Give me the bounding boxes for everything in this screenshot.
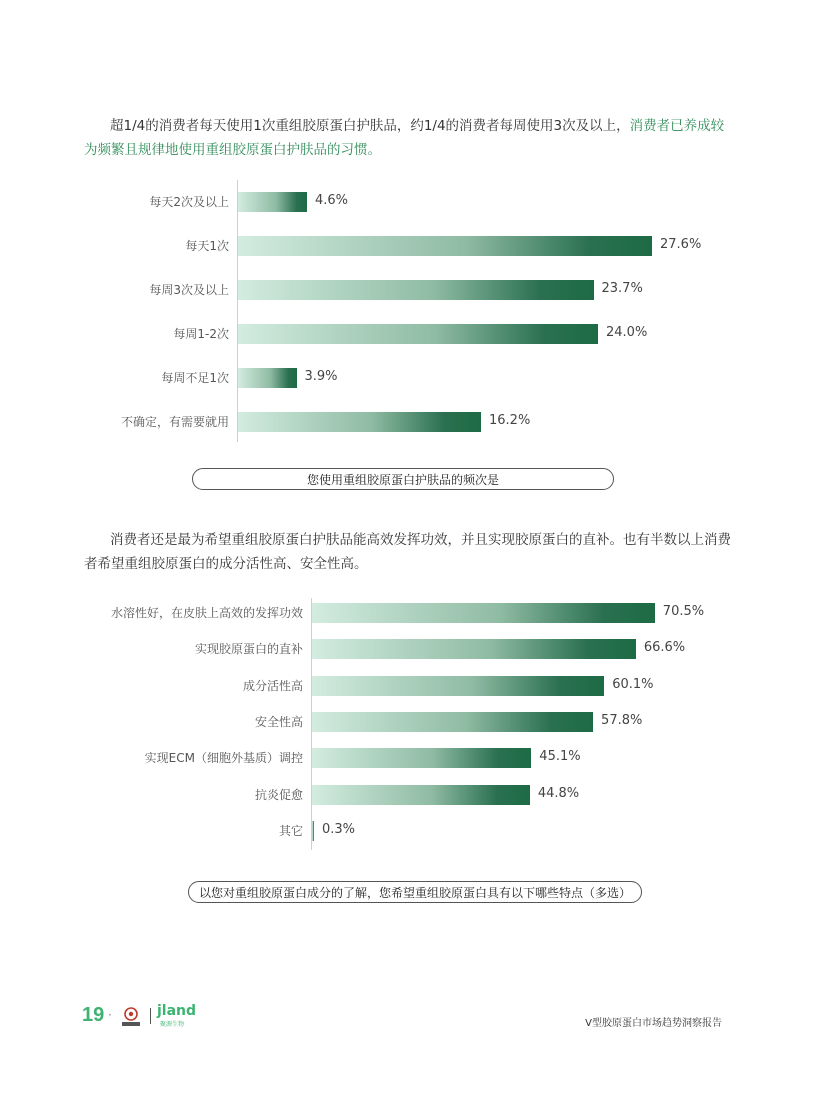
- bar: [238, 236, 652, 256]
- page-footer: [0, 1004, 816, 1034]
- category-label: 每周3次及以上: [149, 283, 229, 297]
- category-label: 每天2次及以上: [149, 195, 229, 209]
- value-label: 66.6%: [643, 640, 686, 656]
- report-title: V型胶原蛋白市场趋势洞察报告: [585, 1018, 722, 1029]
- bar: [312, 676, 604, 696]
- bar-row: [0, 279, 816, 301]
- value-label: 27.6%: [660, 237, 702, 252]
- features-bar-chart: [0, 598, 816, 858]
- value-label: 0.3%: [322, 821, 356, 837]
- value-label: 45.1%: [539, 749, 581, 765]
- value-label: 57.8%: [601, 712, 643, 728]
- category-label: 水溶性好，在皮肤上高效的发挥功效: [110, 606, 303, 620]
- bar-row: [0, 191, 816, 213]
- category-label: 每天1次: [185, 239, 229, 253]
- paragraph-text: 超1/4的消费者每天使用1次重组胶原蛋白护肤品，约1/4的消费者每周使用3次及以上，: [110, 118, 630, 134]
- bar-row: [0, 784, 816, 806]
- paragraph-frequency: [84, 114, 734, 162]
- category-label: 其它: [278, 823, 303, 838]
- value-label: 60.1%: [612, 676, 654, 692]
- chart-caption: 您使用重组胶原蛋白护肤品的频次是: [192, 468, 614, 490]
- bar: [312, 603, 655, 623]
- bar-row: [0, 638, 816, 660]
- category-label: 抗炎促愈: [254, 787, 303, 802]
- value-label: 70.5%: [662, 604, 705, 619]
- bar: [312, 748, 531, 768]
- bar-row: [0, 711, 816, 733]
- bar: [312, 712, 593, 732]
- category-label: 不确定，有需要就用: [120, 415, 229, 429]
- frequency-bar-chart: [0, 180, 816, 450]
- bar-row: [0, 820, 816, 842]
- category-label: 每周不足1次: [161, 371, 229, 385]
- value-label: 4.6%: [315, 193, 349, 208]
- category-label: 每周1-2次: [173, 327, 229, 341]
- jland-logo-subtitle: 聚源生物: [160, 1021, 185, 1028]
- category-label: 成分活性高: [242, 678, 303, 693]
- value-label: 3.9%: [304, 369, 338, 384]
- bar: [238, 192, 307, 212]
- jland-logo: jland: [157, 1003, 197, 1019]
- bar-row: [0, 323, 816, 345]
- bar-row: [0, 675, 816, 697]
- bar: [238, 280, 594, 300]
- value-label: 16.2%: [489, 413, 531, 428]
- category-label: 实现ECM（细胞外基质）调控: [144, 751, 303, 766]
- footer-dot: ·: [108, 1008, 112, 1022]
- bar: [312, 785, 530, 805]
- bar: [238, 412, 481, 432]
- paragraph-features: 消费者还是最为希望重组胶原蛋白护肤品能高效发挥功效，并且实现胶原蛋白的直补。也有半数以上消费者希望重组胶原蛋白的成分活性高、安全性高。: [84, 532, 731, 572]
- value-label: 44.8%: [537, 785, 580, 801]
- category-label: 安全性高: [254, 714, 303, 729]
- bar: [312, 639, 636, 659]
- bar-row: [0, 747, 816, 769]
- value-label: 23.7%: [601, 281, 643, 296]
- value-label: 24.0%: [606, 325, 648, 340]
- bar: [238, 324, 598, 344]
- logo-divider: [150, 1008, 151, 1024]
- brand-logo-icon: [120, 1006, 142, 1028]
- bar-row: [0, 235, 816, 257]
- bar-row: [0, 367, 816, 389]
- bar-row: [0, 602, 816, 624]
- category-label: 实现胶原蛋白的直补: [194, 642, 303, 657]
- bar: [312, 821, 314, 841]
- paragraph-highlight: 消费者已养成较为频繁且规律地使用重组胶原蛋白护肤品的习惯。: [84, 118, 725, 158]
- bar-row: [0, 411, 816, 433]
- chart-caption: 以您对重组胶原蛋白成分的了解，您希望重组胶原蛋白具有以下哪些特点（多选）: [188, 881, 642, 903]
- page-number: 19: [82, 1004, 105, 1026]
- bar: [238, 368, 297, 388]
- chart-axis-line: [237, 180, 238, 442]
